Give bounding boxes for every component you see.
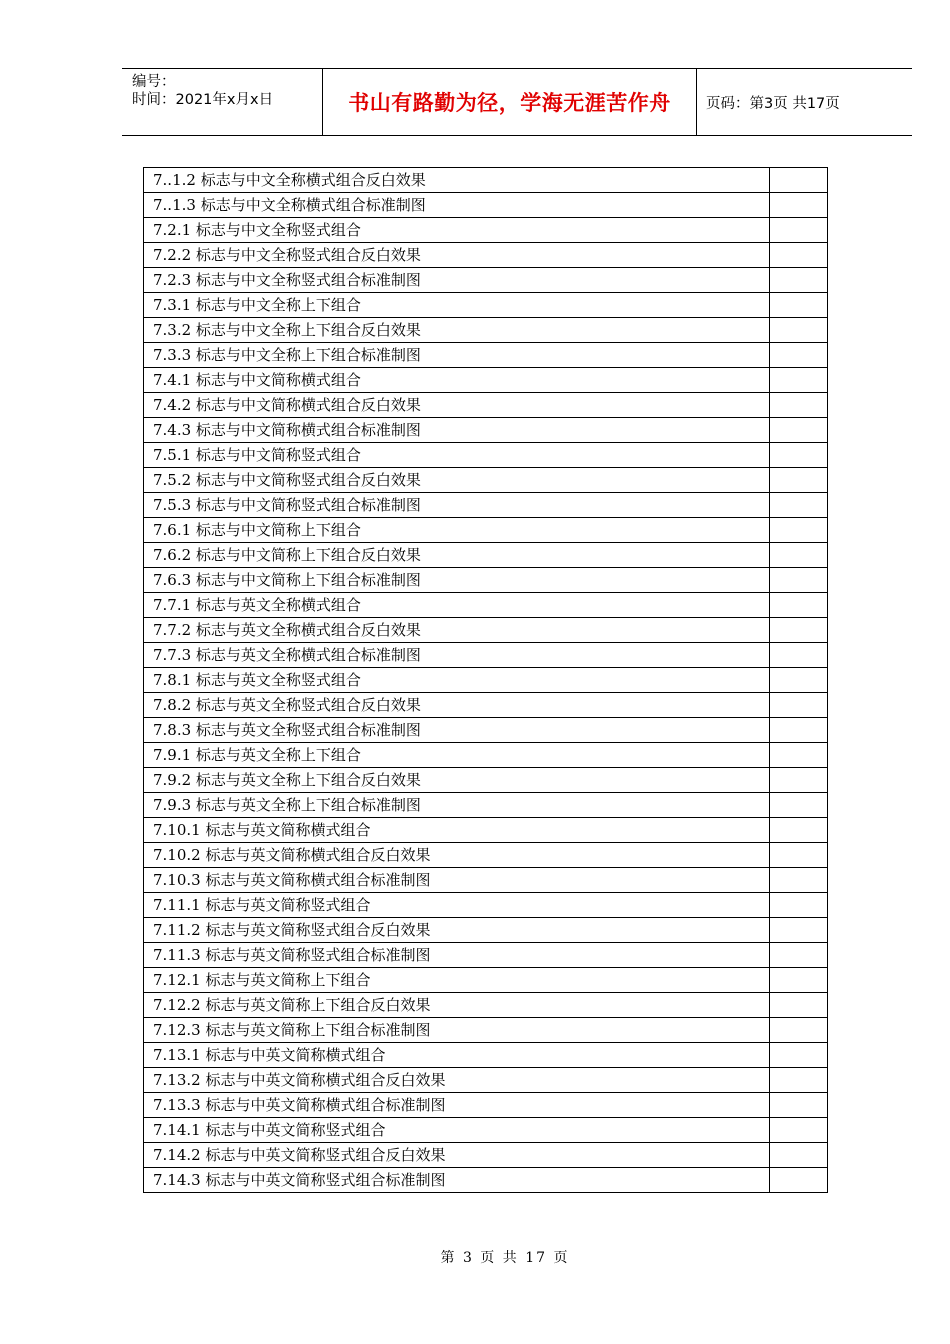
- table-row: [144, 268, 828, 293]
- table-row: [144, 693, 828, 718]
- toc-entry: 7.10.1 标志与英文简称横式组合: [144, 818, 770, 843]
- toc-page-cell: [770, 443, 828, 468]
- toc-page-cell: [770, 493, 828, 518]
- toc-entry: 7.7.1 标志与英文全称横式组合: [144, 593, 770, 618]
- toc-page-cell: [770, 768, 828, 793]
- header-motto: 书山有路勤为径，学海无涯苦作舟: [323, 69, 697, 135]
- toc-entry: 7.14.3 标志与中英文简称竖式组合标准制图: [144, 1168, 770, 1193]
- toc-entry: 7.3.2 标志与中文全称上下组合反白效果: [144, 318, 770, 343]
- table-row: [144, 1118, 828, 1143]
- toc-page-cell: [770, 943, 828, 968]
- toc-entry: 7.3.3 标志与中文全称上下组合标准制图: [144, 343, 770, 368]
- toc-page-cell: [770, 593, 828, 618]
- toc-page-cell: [770, 393, 828, 418]
- number-label: 编号：: [132, 74, 176, 90]
- table-row: [144, 518, 828, 543]
- table-row: [144, 468, 828, 493]
- toc-entry: 7.8.1 标志与英文全称竖式组合: [144, 668, 770, 693]
- toc-page-cell: [770, 893, 828, 918]
- toc-entry: 7..1.3 标志与中文全称横式组合标准制图: [144, 193, 770, 218]
- toc-page-cell: [770, 468, 828, 493]
- toc-page-cell: [770, 693, 828, 718]
- toc-page-cell: [770, 218, 828, 243]
- toc-entry: 7.2.2 标志与中文全称竖式组合反白效果: [144, 243, 770, 268]
- toc-entry: 7.12.1 标志与英文简称上下组合: [144, 968, 770, 993]
- table-row: [144, 718, 828, 743]
- table-row: [144, 493, 828, 518]
- header-page-label: 页码：第3页 共17页: [706, 95, 840, 112]
- table-row: [144, 418, 828, 443]
- table-row: [144, 343, 828, 368]
- toc-page-cell: [770, 418, 828, 443]
- table-row: [144, 618, 828, 643]
- toc-entry: 7.4.3 标志与中文简称横式组合标准制图: [144, 418, 770, 443]
- table-row: [144, 993, 828, 1018]
- toc-entry: 7.3.1 标志与中文全称上下组合: [144, 293, 770, 318]
- table-row: [144, 443, 828, 468]
- toc-page-cell: [770, 268, 828, 293]
- toc-page-cell: [770, 993, 828, 1018]
- toc-page-cell: [770, 243, 828, 268]
- table-row: [144, 318, 828, 343]
- table-row: [144, 1143, 828, 1168]
- table-row: [144, 643, 828, 668]
- toc-page-cell: [770, 343, 828, 368]
- toc-entry: 7..1.2 标志与中文全称横式组合反白效果: [144, 168, 770, 193]
- toc-entry: 7.4.1 标志与中文简称横式组合: [144, 368, 770, 393]
- toc-page-cell: [770, 843, 828, 868]
- table-row: [144, 1018, 828, 1043]
- toc-entry: 7.7.3 标志与英文全称横式组合标准制图: [144, 643, 770, 668]
- toc-page-cell: [770, 293, 828, 318]
- table-row: [144, 668, 828, 693]
- table-row: [144, 293, 828, 318]
- toc-entry: 7.13.3 标志与中英文简称横式组合标准制图: [144, 1093, 770, 1118]
- toc-entry: 7.10.3 标志与英文简称横式组合标准制图: [144, 868, 770, 893]
- table-row: [144, 868, 828, 893]
- table-row: [144, 1168, 828, 1193]
- toc-entry: 7.8.2 标志与英文全称竖式组合反白效果: [144, 693, 770, 718]
- table-row: [144, 943, 828, 968]
- toc-page-cell: [770, 518, 828, 543]
- toc-entry: 7.6.1 标志与中文简称上下组合: [144, 518, 770, 543]
- table-row: [144, 243, 828, 268]
- table-row: [144, 893, 828, 918]
- table-row: [144, 1068, 828, 1093]
- toc-page-cell: [770, 793, 828, 818]
- table-row: [144, 1043, 828, 1068]
- toc-entry: 7.2.3 标志与中文全称竖式组合标准制图: [144, 268, 770, 293]
- toc-entry: 7.11.2 标志与英文简称竖式组合反白效果: [144, 918, 770, 943]
- toc-entry: 7.5.2 标志与中文简称竖式组合反白效果: [144, 468, 770, 493]
- toc-page-cell: [770, 618, 828, 643]
- toc-entry: 7.10.2 标志与英文简称横式组合反白效果: [144, 843, 770, 868]
- toc-page-cell: [770, 543, 828, 568]
- toc-entry: 7.5.3 标志与中文简称竖式组合标准制图: [144, 493, 770, 518]
- toc-entry: 7.14.2 标志与中英文简称竖式组合反白效果: [144, 1143, 770, 1168]
- time-label: 时间：2021年x月x日: [132, 92, 274, 108]
- table-row: [144, 843, 828, 868]
- table-row: [144, 168, 828, 193]
- toc-entry: 7.5.1 标志与中文简称竖式组合: [144, 443, 770, 468]
- table-row: [144, 593, 828, 618]
- page-header: [122, 68, 912, 136]
- toc-entry: 7.7.2 标志与英文全称横式组合反白效果: [144, 618, 770, 643]
- table-row: [144, 393, 828, 418]
- table-row: [144, 743, 828, 768]
- toc-page-cell: [770, 743, 828, 768]
- toc-page-cell: [770, 1068, 828, 1093]
- toc-page-cell: [770, 668, 828, 693]
- toc-page-cell: [770, 968, 828, 993]
- toc-entry: 7.14.1 标志与中英文简称竖式组合: [144, 1118, 770, 1143]
- toc-page-cell: [770, 568, 828, 593]
- toc-entry: 7.12.3 标志与英文简称上下组合标准制图: [144, 1018, 770, 1043]
- toc-page-cell: [770, 1168, 828, 1193]
- toc-page-cell: [770, 368, 828, 393]
- toc-entry: 7.12.2 标志与英文简称上下组合反白效果: [144, 993, 770, 1018]
- toc-page-cell: [770, 918, 828, 943]
- table-row: [144, 1093, 828, 1118]
- table-row: [144, 818, 828, 843]
- table-row: [144, 568, 828, 593]
- toc-entry: 7.11.3 标志与英文简称竖式组合标准制图: [144, 943, 770, 968]
- toc-entry: 7.2.1 标志与中文全称竖式组合: [144, 218, 770, 243]
- toc-page-cell: [770, 868, 828, 893]
- toc-page-cell: [770, 1018, 828, 1043]
- table-row: [144, 368, 828, 393]
- toc-page-cell: [770, 643, 828, 668]
- table-row: [144, 768, 828, 793]
- toc-entry: 7.9.1 标志与英文全称上下组合: [144, 743, 770, 768]
- toc-entry: 7.6.2 标志与中文简称上下组合反白效果: [144, 543, 770, 568]
- toc-page-cell: [770, 318, 828, 343]
- table-row: [144, 918, 828, 943]
- toc-entry: 7.11.1 标志与英文简称竖式组合: [144, 893, 770, 918]
- toc-page-cell: [770, 718, 828, 743]
- toc-entry: 7.8.3 标志与英文全称竖式组合标准制图: [144, 718, 770, 743]
- toc-page-cell: [770, 193, 828, 218]
- table-row: [144, 543, 828, 568]
- toc-page-cell: [770, 1143, 828, 1168]
- toc-entry: 7.4.2 标志与中文简称横式组合反白效果: [144, 393, 770, 418]
- toc-entry: 7.9.2 标志与英文全称上下组合反白效果: [144, 768, 770, 793]
- page-footer: 第 3 页 共 17 页: [440, 1250, 570, 1266]
- toc-entry: 7.6.3 标志与中文简称上下组合标准制图: [144, 568, 770, 593]
- table-row: [144, 218, 828, 243]
- toc-page-cell: [770, 818, 828, 843]
- toc-body: [144, 168, 828, 1193]
- toc-entry: 7.13.2 标志与中英文简称横式组合反白效果: [144, 1068, 770, 1093]
- header-meta: [122, 69, 323, 135]
- toc-entry: 7.13.1 标志与中英文简称横式组合: [144, 1043, 770, 1068]
- table-row: [144, 968, 828, 993]
- table-row: [144, 193, 828, 218]
- table-row: [144, 793, 828, 818]
- toc-page-cell: [770, 1118, 828, 1143]
- toc-page-cell: [770, 168, 828, 193]
- toc-page-cell: [770, 1093, 828, 1118]
- toc-page-cell: [770, 1043, 828, 1068]
- toc-table: [143, 167, 828, 1193]
- toc-entry: 7.9.3 标志与英文全称上下组合标准制图: [144, 793, 770, 818]
